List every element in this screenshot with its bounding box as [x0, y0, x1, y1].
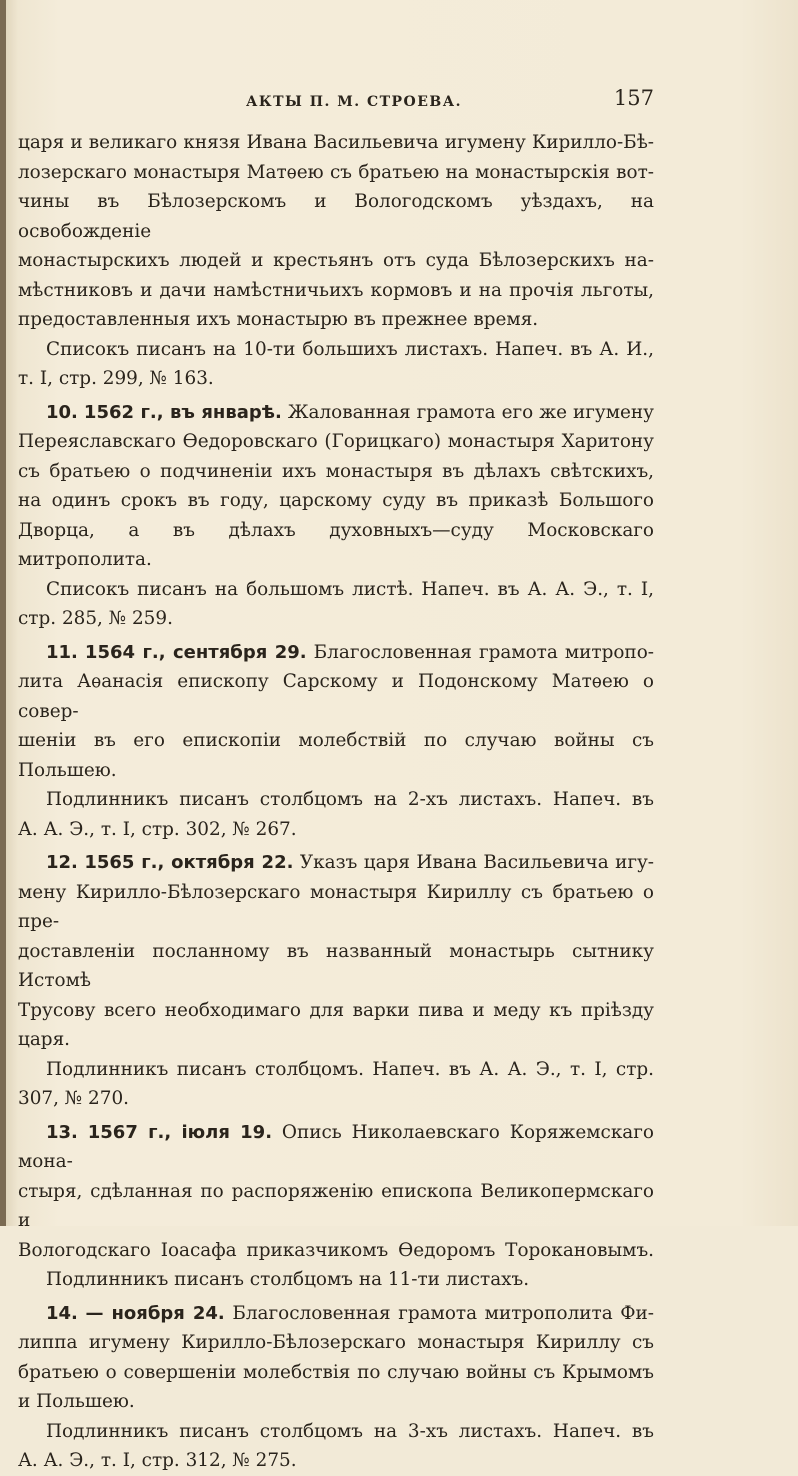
text-line: мѣстниковъ и дачи намѣстничьихъ кормовъ и на прочія льготы, [18, 279, 654, 301]
text-line: доставленіи посланному въ названный монастырь сытнику Истомѣ [18, 940, 654, 991]
text-line: лозерскаго монастыря Матѳею съ братьею на монастырскія вот- [18, 161, 654, 183]
text-line: Переяславскаго Ѳедоровскаго (Горицкаго) монастыря Харитону [18, 431, 654, 452]
text-line: монастырскихъ людей и крестьянъ отъ суда Бѣлозерскихъ на- [18, 250, 654, 271]
entry-text: Указъ царя Ивана Васильевича игу- [299, 852, 655, 873]
entry-date: 1565 г., октября 22. [84, 852, 294, 873]
entry-date: 1564 г., сентября 29. [84, 641, 307, 663]
text-line: липпа игумену Кирилло-Бѣлозерскаго монастыря Кириллу съ [18, 1332, 654, 1353]
source-note-line: А. А. Э., т. I, стр. 312, № 275. [18, 1450, 297, 1471]
text-line: съ братьею о подчиненіи ихъ монастыря въ дѣлахъ свѣтскихъ, [18, 460, 654, 482]
entry-date: 1567 г., іюля 19. [87, 1121, 273, 1143]
source-note-line: Подлинникъ писанъ столбцомъ на 11-ти листахъ. [46, 1269, 530, 1290]
page-number: 157 [613, 86, 654, 110]
text-line: Дворца, а въ дѣлахъ духовныхъ—суду Московскаго митрополита. [18, 519, 654, 570]
entry-14 [18, 1299, 654, 1476]
text-line: лита Аѳанасія епископу Сарскому и Подонскому Матѳею о совер- [18, 671, 654, 722]
source-note-line: 307, № 270. [18, 1088, 129, 1109]
text-line: шеніи въ его епископіи молебствій по случаю войны съ Польшею. [18, 730, 654, 781]
entry-number: 14. [46, 1302, 78, 1324]
page-header [14, 86, 654, 116]
entry-first-line [18, 638, 654, 668]
text-line: царя и великаго князя Ивана Васильевича игумену Кирилло-Бѣ- [18, 132, 654, 153]
source-note-line: Подлинникъ писанъ столбцомъ. Напеч. въ А. А. Э., т. I, стр. [46, 1058, 654, 1080]
source-note-line: Подлинникъ писанъ столбцомъ на 2-хъ листахъ. Напеч. въ [46, 789, 654, 810]
entry-13 [18, 1118, 654, 1295]
entry-first-line [18, 398, 654, 428]
entry-text: Жалованная грамота его же игумену [287, 401, 654, 423]
entry-text: Благословенная грамота митропо- [313, 641, 654, 663]
entry-11 [18, 638, 654, 845]
text-line: чины въ Бѣлозерскомъ и Вологодскомъ уѣздахъ, на освобожденіе [18, 191, 654, 242]
entry-10 [18, 398, 654, 634]
text-line: Вологодскаго Іоасафа приказчикомъ Ѳедоромъ Тороканoвымъ. [18, 1239, 654, 1261]
entry-first-line [18, 848, 654, 878]
entry-number: 12. [46, 852, 78, 873]
entry-continuation [18, 128, 654, 394]
entry-text: Опись Николаевскаго Коряжемскаго мона- [18, 1121, 654, 1172]
page-body [18, 128, 654, 1476]
source-note-line: Списокъ писанъ на 10-ти большихъ листахъ. Напеч. въ А. И., [46, 338, 654, 360]
text-line: стыря, сдѣланная по распоряженію епископа Великопермскаго и [18, 1180, 654, 1231]
source-note-line: Подлинникъ писанъ столбцомъ на 3-хъ листахъ. Напеч. въ [46, 1420, 654, 1442]
source-note-line: т. I, стр. 299, № 163. [18, 368, 214, 389]
entry-date: — ноября 24. [85, 1302, 225, 1324]
text-line: мену Кирилло-Бѣлозерскаго монастыря Кириллу съ братьею о пре- [18, 881, 654, 932]
entry-text: Благословенная грамота митрополита Фи- [232, 1302, 654, 1324]
source-note-line: Списокъ писанъ на большомъ листѣ. Напеч. въ А. А. Э., т. I, [46, 578, 654, 600]
text-line: предоставленныя ихъ монастырю въ прежнее время. [18, 309, 539, 330]
entry-first-line [18, 1299, 654, 1329]
text-line: на одинъ срокъ въ году, царскому суду въ приказѣ Большого [18, 490, 654, 511]
entry-number: 11. [46, 641, 78, 663]
source-note-line: стр. 285, № 259. [18, 608, 173, 629]
text-line: братьею о совершеніи молебствія по случаю войны съ Крымомъ [18, 1361, 654, 1383]
entry-first-line [18, 1118, 654, 1177]
source-note-line: А. А. Э., т. I, стр. 302, № 267. [18, 818, 297, 840]
entry-number: 10. [46, 401, 78, 423]
entry-date: 1562 г., въ январѣ. [83, 401, 282, 423]
text-line: Трусову всего необходимаго для варки пива и меду къ пріѣзду [18, 999, 654, 1021]
entry-number: 13. [46, 1121, 78, 1143]
text-line: и Польшею. [18, 1391, 135, 1412]
entry-12 [18, 848, 654, 1114]
text-line: царя. [18, 1029, 71, 1050]
running-title: АКТЫ П. М. СТРОЕВА. [246, 94, 463, 110]
page-binding-edge [0, 0, 6, 1226]
